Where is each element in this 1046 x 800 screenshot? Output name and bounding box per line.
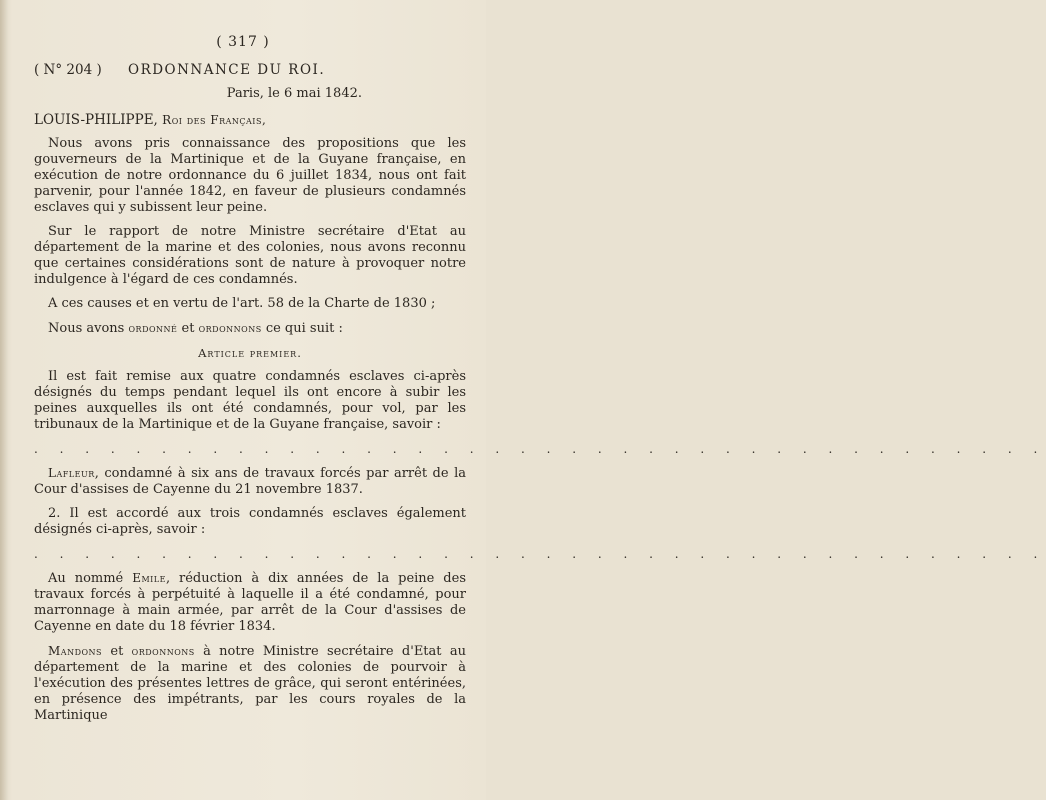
document-title: ORDONNANCE DU ROI. bbox=[128, 62, 326, 78]
paragraph-7: 2. Il est accordé aux trois condamnés esclaves également désignés ci-après, savoir : bbox=[34, 506, 466, 537]
p6-rest: , condamné à six ans de travaux forcés par arrêt de la Cour d'assises de Cayenne du 21 novembre 1837. bbox=[34, 466, 466, 497]
p4-ordonne: ordonné bbox=[128, 321, 178, 335]
p8-name: Emile bbox=[132, 571, 166, 585]
p4-end: ce qui suit : bbox=[265, 321, 343, 336]
ellipsis-line: . . . . . . . . . . . . . . . . . . . . . . . . . . . . . . . . . . . . . . . . bbox=[34, 442, 1046, 456]
paragraph-1: Nous avons pris connaissance des propositions que les gouverneurs de la Martinique et de la Guyane française, en exécution de notre ordonnance du 6 juillet 1834, nous ont fait parvenir, pour l'année 1842, en faveur de plusieurs condamnés esclaves qui y subissent leur peine. bbox=[34, 136, 466, 215]
paragraph-9 bbox=[34, 643, 466, 724]
p9-ordonnons: ordonnons bbox=[131, 644, 195, 658]
binding-edge bbox=[0, 0, 8, 800]
p8-rest: , réduction à dix années de la peine des travaux forcés à perpétuité à laquelle il a été condamné, pour marronnage à main armée, par arrêt de la Cour d'assises de Cayenne en date du 18 février 1834. bbox=[34, 571, 466, 634]
p9-mandons: Mandons bbox=[48, 644, 103, 658]
p6-name: Lafleur bbox=[48, 466, 95, 480]
document-body bbox=[34, 112, 1046, 732]
salutation bbox=[34, 112, 466, 128]
p9-et: et bbox=[110, 644, 124, 659]
paragraph-2: Sur le rapport de notre Ministre secrétaire d'Etat au département de la marine et des colonies, nous avons reconnu que certaines considérations sont de nature à provoquer notre indulgence à l'égard de ces condamnés. bbox=[34, 224, 466, 287]
paragraph-3: A ces causes et en vertu de l'art. 58 de la Charte de 1830 ; bbox=[48, 296, 436, 311]
paragraph-4 bbox=[34, 320, 466, 337]
ellipsis-line-2: . . . . . . . . . . . . . . . . . . . . . . . . . . . . . . . . . . . . . . . . bbox=[34, 547, 1046, 561]
p4-start: Nous avons bbox=[48, 321, 125, 336]
p8-start: Au nommé bbox=[48, 571, 124, 586]
page-number: ( 317 ) bbox=[216, 34, 270, 50]
paragraph-8 bbox=[34, 570, 466, 635]
paragraph-6 bbox=[34, 465, 466, 498]
p9-rest: à notre Ministre secrétaire d'Etat au département de la marine et des colonies de pourvoir à l'exécution des présentes lettres de grâce, qui seront entérinées, en présence des impétrants, par les cours royales de la Martinique bbox=[34, 644, 466, 723]
document-number: ( N° 204 ) bbox=[34, 62, 102, 78]
paragraph-5: Il est fait remise aux quatre condamnés esclaves ci-après désignés du temps pendant lequel ils ont encore à subir les peines auxquelles ils ont été condamnés, pour vol, par les tribunaux de la Martinique et de la Guyane française, savoir : bbox=[34, 369, 466, 432]
king-title: Roi des Français, bbox=[162, 113, 267, 127]
king-name: LOUIS-PHILIPPE, bbox=[34, 112, 158, 128]
article-heading: Article premier. bbox=[198, 346, 302, 360]
p4-ordonnons: ordonnons bbox=[198, 321, 262, 335]
dateline: Paris, le 6 mai 1842. bbox=[226, 86, 362, 101]
p4-et: et bbox=[181, 321, 195, 336]
